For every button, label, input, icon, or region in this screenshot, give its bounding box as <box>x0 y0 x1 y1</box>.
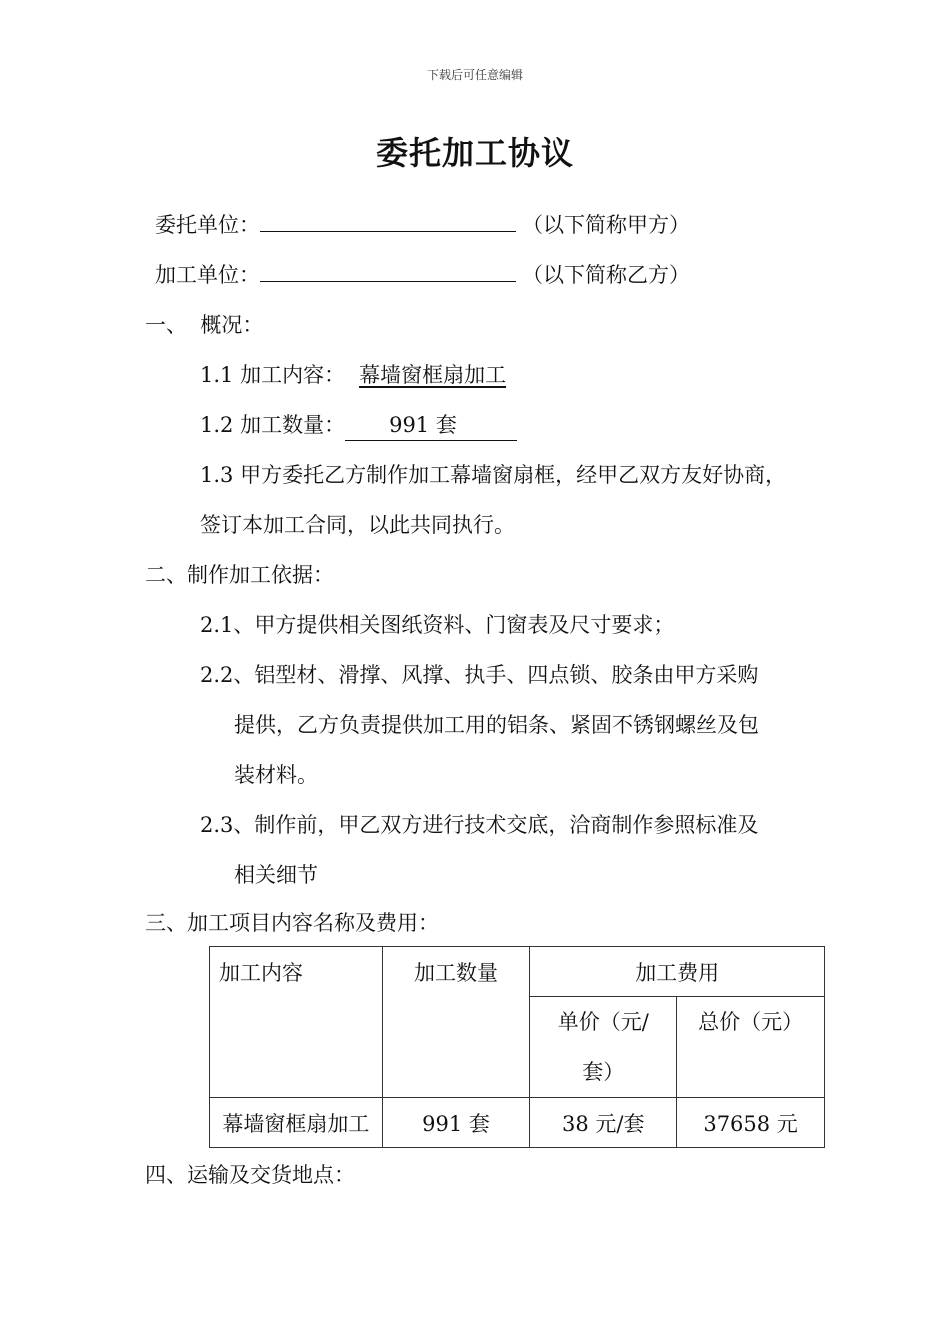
section1-item2-label: 1.2 加工数量： <box>200 413 346 437</box>
section2-item2-line3: 装材料。 <box>234 763 318 787</box>
section2-item2-line1: 2.2、铝型材、滑撑、风撑、执手、四点锁、胶条由甲方采购 <box>200 663 759 687</box>
cell-content: 幕墙窗框扇加工 <box>210 1098 383 1148</box>
section2-heading: 二、制作加工依据： <box>145 563 334 587</box>
header-note: 下载后可任意编辑 <box>426 68 523 82</box>
section2-item3-line1: 2.3、制作前，甲乙双方进行技术交底，洽商制作参照标准及 <box>200 813 759 837</box>
process-party-line <box>155 260 690 290</box>
section1-item2-blank <box>345 410 517 441</box>
process-party-suffix: （以下简称乙方） <box>522 263 690 287</box>
header-cell-quantity: 加工数量 <box>382 947 530 1098</box>
header-cell-content: 加工内容 <box>210 947 383 1098</box>
header-cell-fee: 加工费用 <box>530 947 825 997</box>
section1-item1-label: 1.1 加工内容： <box>200 363 346 387</box>
entrust-party-suffix: （以下简称甲方） <box>522 213 690 237</box>
section2-item3-line2: 相关细节 <box>234 863 318 887</box>
section1-item1 <box>200 360 506 390</box>
section3-heading: 三、加工项目内容名称及费用： <box>145 911 439 935</box>
section1-item1-value: 幕墙窗框扇加工 <box>359 363 507 387</box>
table-row <box>210 1098 825 1148</box>
section1-heading: 一、 概况： <box>145 313 264 337</box>
section4-heading: 四、运输及交货地点： <box>145 1163 355 1187</box>
cell-total: 37658 元 <box>677 1098 825 1148</box>
section1-item2 <box>200 410 517 440</box>
header-cell-unit-price: 单价（元/ 套） <box>530 997 677 1098</box>
section1-item2-value: 991 套 <box>389 413 457 437</box>
process-party-label: 加工单位： <box>155 263 260 287</box>
section1-item3-line1: 1.3 甲方委托乙方制作加工幕墙窗扇框，经甲乙双方友好协商， <box>200 463 787 487</box>
fee-table <box>209 946 825 1148</box>
entrust-party-label: 委托单位： <box>155 213 260 237</box>
entrust-party-blank <box>260 231 516 232</box>
entrust-party-line <box>155 210 690 240</box>
document-title: 委托加工协议 <box>375 134 574 172</box>
section2-item2-line2: 提供，乙方负责提供加工用的铝条、紧固不锈钢螺丝及包 <box>234 713 759 737</box>
header-cell-total: 总价（元） <box>677 997 825 1098</box>
cell-unit-price: 38 元/套 <box>530 1098 677 1148</box>
cell-quantity: 991 套 <box>382 1098 530 1148</box>
section1-item3-line2: 签订本加工合同，以此共同执行。 <box>200 513 515 537</box>
section2-item1: 2.1、甲方提供相关图纸资料、门窗表及尺寸要求； <box>200 613 675 637</box>
process-party-blank <box>260 281 516 282</box>
